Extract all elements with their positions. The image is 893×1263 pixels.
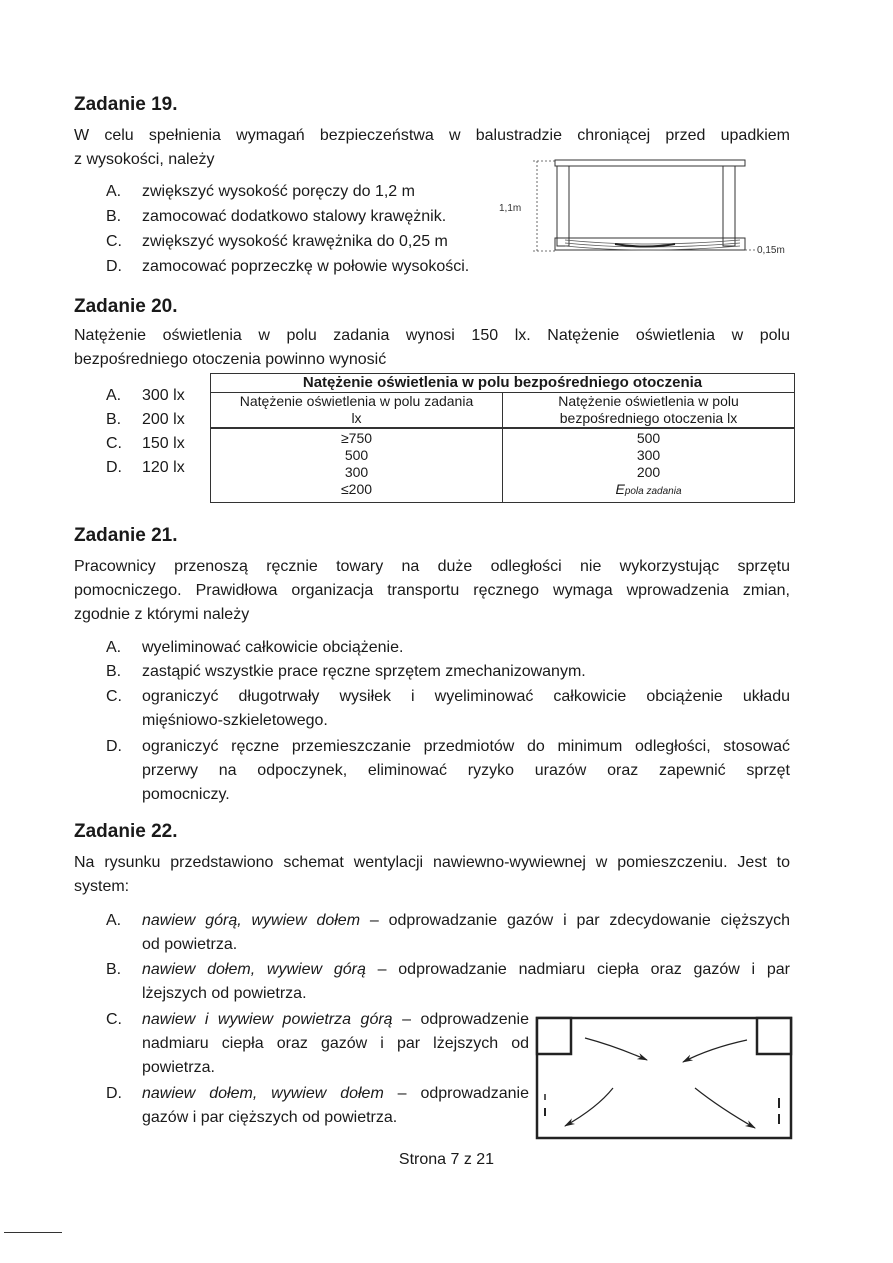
arrow-top-left-in xyxy=(585,1038,647,1060)
option-text: 300 lx xyxy=(142,387,185,404)
option-letter: D. xyxy=(106,258,122,275)
header-line: bezpośredniego otoczenia lx xyxy=(559,410,738,426)
z22-question-line2: system: xyxy=(74,878,130,895)
option-italic: nawiew dołem, wywiew dołem xyxy=(142,1085,384,1102)
top-rail xyxy=(555,160,745,166)
table-col-task xyxy=(211,428,503,503)
option-text-line2: mięśniowo-szkieletowego. xyxy=(142,712,328,729)
z22-question-line1: Na rysunku przedstawiono schemat wentylacji nawiewno-wywiewnej w pomieszczeniu. Jest to xyxy=(74,854,790,871)
option-text-line2: od powietrza. xyxy=(142,936,238,953)
z20-title: Zadanie 20. xyxy=(74,296,178,317)
option-text-line1 xyxy=(142,1008,529,1032)
option-letter: C. xyxy=(106,435,122,452)
option-letter: B. xyxy=(106,411,122,428)
option-italic: nawiew i wywiew powietrza górą xyxy=(142,1011,393,1028)
option-text: zwiększyć wysokość poręczy do 1,2 m xyxy=(142,183,415,200)
option-italic: nawiew dołem, wywiew górą xyxy=(142,961,366,978)
z20-question-line2: bezpośredniego otoczenia powinno wynosić xyxy=(74,351,387,368)
z22-option-c[interactable] xyxy=(106,1008,529,1080)
e-symbol: E xyxy=(615,481,625,497)
arrow-bottom-left-out xyxy=(565,1088,613,1126)
option-text-line2: gazów i par cięższych od powietrza. xyxy=(142,1109,398,1126)
table-header-task xyxy=(211,393,503,429)
right-post xyxy=(723,166,735,246)
z21-question-line1: Pracownicy przenoszą ręcznie towary na duże odległości nie wykorzystując sprzętu xyxy=(74,558,790,575)
ventilation-figure xyxy=(535,1016,793,1140)
option-text: 120 lx xyxy=(142,459,185,476)
option-text: 200 lx xyxy=(142,411,185,428)
option-letter: A. xyxy=(106,183,122,200)
z19-question-line2: z wysokości, należy xyxy=(74,151,215,168)
scan-artifact-line xyxy=(4,1232,62,1233)
option-letter: A. xyxy=(106,912,122,929)
option-letter: A. xyxy=(106,387,122,404)
header-line: lx xyxy=(351,410,362,426)
table-cell: 500 xyxy=(344,447,369,463)
balustrade-figure xyxy=(495,155,800,265)
option-text-line1 xyxy=(142,909,790,933)
option-text-line3: pomocniczy. xyxy=(142,786,230,803)
page-number: Strona 7 z 21 xyxy=(398,1151,495,1168)
option-text-line1 xyxy=(142,1082,529,1106)
option-letter: D. xyxy=(106,738,122,755)
exhaust-duct-top-right xyxy=(757,1018,791,1054)
option-letter: B. xyxy=(106,208,122,225)
z21-option-c[interactable] xyxy=(106,685,790,733)
kerb-label: 0,15m xyxy=(757,245,785,256)
option-letter: B. xyxy=(106,663,122,680)
option-letter: D. xyxy=(106,1085,122,1102)
table-col-surround xyxy=(503,428,795,503)
table-cell: 300 xyxy=(636,447,661,463)
option-letter: D. xyxy=(106,459,122,476)
z22-option-a[interactable] xyxy=(106,909,790,957)
table-title: Natężenie oświetlenia w polu bezpośredniego otoczenia xyxy=(211,374,795,393)
option-letter: A. xyxy=(106,639,122,656)
illuminance-table xyxy=(210,373,795,503)
z21-question-line3: zgodnie z którymi należy xyxy=(74,606,250,623)
option-letter: C. xyxy=(106,688,122,705)
option-text: 150 lx xyxy=(142,435,185,452)
arrow-top-right-in xyxy=(683,1040,747,1062)
option-text-line3: powietrza. xyxy=(142,1059,215,1076)
z21-title: Zadanie 21. xyxy=(74,525,178,546)
z22-title: Zadanie 22. xyxy=(74,821,178,842)
option-rest: – odprowadzanie xyxy=(383,1085,529,1102)
option-text-line2: lżejszych od powietrza. xyxy=(142,985,307,1002)
option-rest: – odprowadzanie nadmiaru ciepła oraz gazów i par xyxy=(365,961,791,978)
z19-question-line1: W celu spełnienia wymagań bezpieczeństwa w balustradzie chroniącej przed upadkiem xyxy=(74,127,790,144)
option-letter: C. xyxy=(106,233,122,250)
e-subscript: pola zadania xyxy=(624,486,682,497)
z20-question-line1: Natężenie oświetlenia w polu zadania wynosi 150 lx. Natężenie oświetlenia w polu xyxy=(74,327,790,344)
table-cell: 300 xyxy=(344,464,369,480)
table-cell: ≥750 xyxy=(340,430,373,446)
option-text-line2: przerwy na odpoczynek, eliminować ryzyko urazów oraz zapewnić sprzęt xyxy=(142,762,790,779)
header-line: Natężenie oświetlenia w polu zadania xyxy=(239,393,474,409)
option-rest: – odprowadzanie gazów i par zdecydowanie cięższych xyxy=(360,912,791,929)
option-text: zwiększyć wysokość krawężnika do 0,25 m xyxy=(142,233,448,250)
option-text-line1 xyxy=(142,958,790,982)
kerb-hatching xyxy=(565,240,740,250)
z21-option-a[interactable] xyxy=(106,636,790,660)
table-cell: 200 xyxy=(636,464,661,480)
z21-option-b[interactable] xyxy=(106,660,790,684)
option-letter: C. xyxy=(106,1011,122,1028)
option-italic: nawiew górą, wywiew dołem xyxy=(142,912,361,929)
z19-title: Zadanie 19. xyxy=(74,94,178,115)
header-line: Natężenie oświetlenia w polu xyxy=(558,393,739,409)
option-text: zastąpić wszystkie prace ręczne sprzętem zmechanizowanym. xyxy=(142,663,586,680)
z22-option-b[interactable] xyxy=(106,958,790,1006)
z21-option-d[interactable] xyxy=(106,735,790,807)
option-text-line1: ograniczyć ręczne przemieszczanie przedmiotów do minimum odległości, stosować xyxy=(142,738,790,755)
z21-question-line2: pomocniczego. Prawidłowa organizacja transportu ręcznego wymaga wprowadzenia zmian, xyxy=(74,582,790,599)
option-text: zamocować dodatkowo stalowy krawężnik. xyxy=(142,208,447,225)
option-text-line1: ograniczyć długotrwały wysiłek i wyeliminować całkowicie obciążenie układu xyxy=(142,688,790,705)
option-text: wyeliminować całkowicie obciążenie. xyxy=(142,639,404,656)
supply-duct-top-left xyxy=(537,1018,571,1054)
table-cell: 500 xyxy=(636,430,661,446)
table-cell-epola xyxy=(503,481,794,500)
option-text-line2: nadmiaru ciepła oraz gazów i par lżejszych od xyxy=(142,1035,529,1052)
z22-option-d[interactable] xyxy=(106,1082,529,1130)
left-post xyxy=(557,166,569,246)
option-rest: – odprowadzenie xyxy=(392,1011,529,1028)
table-header-surround xyxy=(503,393,795,429)
arrow-bottom-right-out xyxy=(695,1088,755,1128)
table-cell: ≤200 xyxy=(340,481,373,497)
option-letter: B. xyxy=(106,961,122,978)
option-text: zamocować poprzeczkę w połowie wysokości. xyxy=(142,258,470,275)
height-label: 1,1m xyxy=(499,203,522,214)
